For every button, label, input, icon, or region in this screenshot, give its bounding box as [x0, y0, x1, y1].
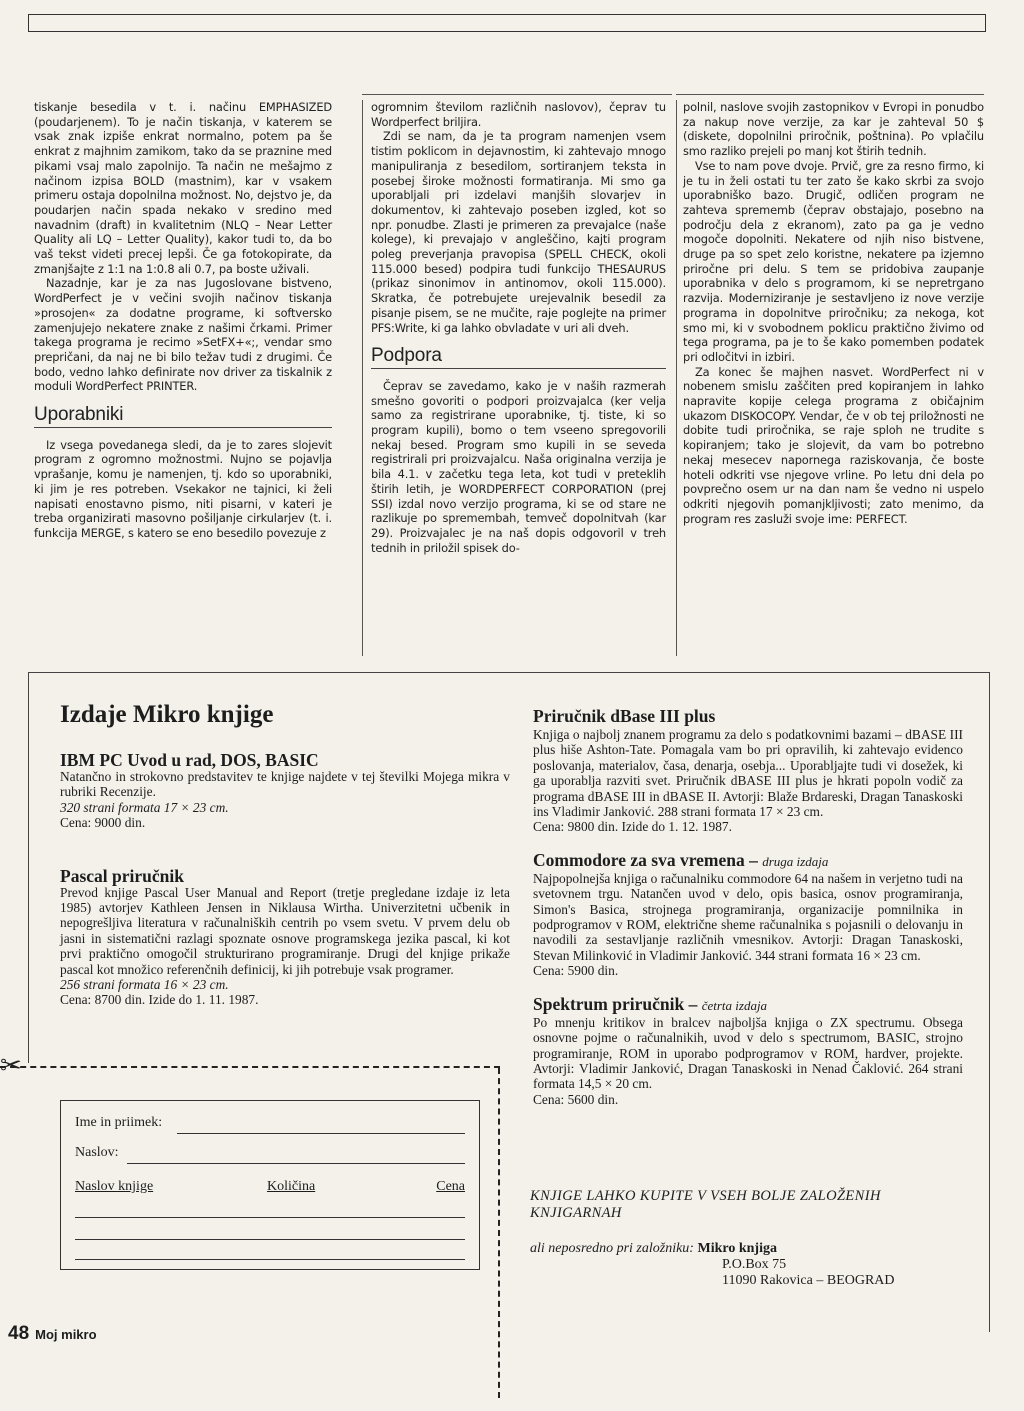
book-pascal	[60, 867, 510, 1008]
scissors-icon: ✂	[0, 1050, 22, 1080]
col-book-title: Naslov knjige	[75, 1179, 154, 1194]
book-title	[533, 995, 963, 1015]
header-frame	[28, 14, 986, 32]
book-description: Prevod knjige Pascal User Manual and Report (tretje pregledane izdaje iz leta 1985) avtorjev Kathleen Jensen in Niklausa Wirtha. Univerzitetni učbenik in nepogrešljiva literatura v računalniških centrih po vsem svetu. V prvem delu ob jasni in sistematični razlagi spoznate osnove programskega jezika pascal, ki kot prvi praktično omogočil strukturirano programiranje. Drugi del knjige prikaže pascal kot množico referenčnih definicij, ki jih potrebuje vsak programer.	[60, 884, 510, 977]
form-row-address	[75, 1145, 465, 1161]
book-description: Po mnenju kritikov in bralcev najboljša knjiga o ZX spectrumu. Obsega osnovne pojme o računalnikih, uvod v delo s spectrumom, BASIC, strojno programiranje, ROM in uporabo podprogramov v ROM, hardver, projekte. Avtorji: Vladimir Janković, Dragan Tanaskoski in Nenad Čaklović. 264 strani formata 14,5 × 20 cm.	[533, 1014, 963, 1092]
book-title-text: Spektrum priručnik –	[533, 993, 698, 1014]
book-format: 256 strani formata 16 × 23 cm.	[60, 977, 229, 993]
book-price: Cena: 8700 din. Izide do 1. 11. 1987.	[60, 992, 259, 1008]
form-table-header	[75, 1179, 465, 1197]
book-description: Natančno in strokovno predstavitev te knjige najdete v tej številki Mojega mikra v rubriki Recenzije.	[60, 769, 510, 800]
order-form	[60, 1100, 480, 1270]
section-heading-uporabniki: Uporabniki	[34, 408, 332, 428]
publisher-city: 11090 Rakovica – BEOGRAD	[722, 1273, 895, 1288]
cut-line-vertical	[498, 1068, 500, 1398]
book-edition: četrta izdaja	[701, 997, 768, 1013]
paragraph: Za konec še majhen nasvet. WordPerfect ni v nobenem smislu zaščiten pred kopiranjem in lahko napravite kopije celega programa z običajnim ukazom DISKOCOPY. Vendar, če v ob tej priložnosti ne dobite tudi priročnika, se raje sploh ne trudite s kopiranjem; tako je slojevit, da vam bo potrebno nekaj mesecev napornega raziskovanja, če boste hoteli odkriti vse njegove vrline. Po letu dni dela po povprečno osem ur na dan nam še vedno ni uspelo odkriti njegovih pomanjkljivosti; zato menimo, da program res zasluži svoje ime: PERFECT.	[683, 364, 984, 526]
publisher-pobox: P.O.Box 75	[722, 1257, 787, 1272]
book-description: Najpopolnejša knjiga o računalniku commodore 64 na našem in verjetno tudi na svetovnem trgu. Natančen uvod v delo, opis basica, osnov programiranja, Simon's Basica, strojnega programiranja, organizacije pomnilnika in podprogramov v ROM, električne sheme računalnika s pojasnili o delovanju in navodili za sestavljanje različnih vmesnikov. Avtorji: Dragan Tanaskoski, Stevan Milinković in Vladimir Janković. 344 strani formata 16 × 23 cm.	[533, 870, 963, 963]
column-rule	[676, 94, 984, 95]
name-field[interactable]	[177, 1133, 465, 1134]
publisher-name: Mikro knjiga	[697, 1241, 777, 1256]
book-format: 320 strani formata 17 × 23 cm.	[60, 799, 229, 815]
book-title: IBM PC Uvod u rad, DOS, BASIC	[60, 750, 319, 770]
col-quantity: Količina	[267, 1179, 316, 1194]
book-spektrum	[533, 995, 963, 1107]
section-heading-podpora: Podpora	[371, 349, 666, 369]
col-price: Cena	[436, 1179, 465, 1194]
book-price: Cena: 9000 din.	[60, 815, 146, 831]
order-line-3[interactable]	[75, 1259, 465, 1260]
column-rule	[362, 94, 672, 95]
book-price: Cena: 5900 din.	[533, 963, 619, 979]
paragraph: tiskanje besedila v t. i. načinu EMPHASIZED (poudarjenem). To je način tiskanja, v katerem se vsak znak izpiše enkrat normalno, potem pa še enkrat z majhnim zamikom, tako da se praznine med pikami vsaj malo zapolnijo. Ta način ne mešajmo z načinom izpisa BOLD (mastnim), kar v vsakem primeru ostaja dopolnilna možnost. No, dejstvo je, da poudarjen način spada nekako v sredino med navadnim (draft) in kvalitetnim (NLQ – Near Letter Quality ali LQ – Letter Quality), kakor tudi to, da bo vaš tekst videti precej lepši. Če ga fotokopirate, da zmanjšajte z 1:1 na 1:0.8 ali 0.7, pa boste uživali.	[34, 100, 332, 276]
book-price: Cena: 9800 din. Izide do 1. 12. 1987.	[533, 819, 732, 835]
paragraph: Čeprav se zavedamo, kako je v naših razmerah smešno govoriti o podpori proizvajalca (ker velja samo za registrirane uporabnike, tj. tiste, ki so program kupili), bomo o tem vseeno spregovorili nekaj besed. Program smo kupili in se seveda registrirali pri proizvajalcu. Naša originalna verzija je bila 4.1. v začetku tega leta, kot tudi v preteklih štirih letih, je WORDPERFECT CORPORATION (prej SSI) izdal novo verzijo programa, ki se od stare ne razlikuje po spremembah, temveč dopolnitvah (kar 29). Proizvajalec je na naš dopis odgovoril v treh tednih in priložil spisek do-	[371, 378, 666, 555]
book-edition: druga izdaja	[762, 853, 829, 869]
page-number: 48	[8, 1323, 30, 1344]
ad-left-column	[60, 701, 510, 1044]
order-line-2[interactable]	[75, 1239, 465, 1240]
article-column-3	[676, 100, 984, 656]
bookstore-note: KNJIGE LAHKO KUPITE V VSEH BOLJE ZALOŽENIH KNJIGARNAH	[530, 1188, 881, 1221]
article-column-2	[362, 100, 666, 656]
book-title	[533, 707, 963, 727]
name-label: Ime in priimek:	[75, 1115, 163, 1130]
paragraph: Zdi se nam, da je ta program namenjen vsem tistim poklicom in dejavnostim, ki zahtevajo mnogo manipuliranja z besedilom, sortiranjem teksta in posebej široke možnosti formatiranja. Mi smo ga uporabljali pri izdelavi manjših slovarjev in dokumentov, ki zahtevajo poseben izgled, kot so npr. ponudbe. Zlasti je primeren za prevajalce (naše kolege), ki prevajajo v angleščino, kajti program poleg preverjanja pravopisa (SPELL CHECK, okoli 115.000 besed) podpira tudi funkcijo THESAURUS (prikaz sinonimov in antinomov, okoli 115.000). Skratka, če potrebujete urejevalnik besedil za pisanje pisem, se ne mučite, raje poglejte na primer PFS:Write, ki ga lahko obvladate v uri ali dveh.	[371, 129, 666, 335]
paragraph: ogromnim številom različnih naslovov), čeprav tu Wordperfect briljira.	[371, 100, 666, 129]
ad-border	[28, 673, 29, 1063]
ad-title: Izdaje Mikro knjige	[60, 701, 274, 728]
form-row-name	[75, 1115, 465, 1131]
paragraph: polnil, naslove svojih zastopnikov v Evropi in ponudbo za nakup nove verzije, za kar je zahteval 50 $ (diskete, dopolnilni priročnik, poštnina). Po vplačilu smo razliko prejeli po manj kot štirih tednih.	[683, 100, 984, 159]
magazine-name: Moj mikro	[35, 1327, 97, 1342]
page-footer	[8, 1323, 97, 1345]
address-field[interactable]	[127, 1163, 465, 1164]
article-columns	[28, 100, 988, 656]
paragraph: Vse to nam pove dvoje. Prvič, gre za resno firmo, ki je tu in želi ostati tu ter zato še kako skrbi za svojo uporabniško bazo. Drugič, odličen program ne zahteva sprememb (čeprav obstajajo, posebno na področju dela z ekranom), zato pa ga je vedno mogoče dopolniti. Nekatere od njih niso bistvene, druge pa so spet zelo koristne, nekatere pa izjemno priročne pri delu. S tem se pridobiva zaupanje uporabnika v delo s programom, ki se nepretrgano razvija. Moderniziranje je sestavljeno iz nove verzije programa in dopolnitve priročniku; za nekoga, kot smo mi, ki v svobodnem poklicu praktično živimo od tega programa, pa je to še kako pomemben podatek pri odločitvi in izbiri.	[683, 158, 984, 364]
address-label: Naslov:	[75, 1145, 119, 1160]
book-title-text: Commodore za sva vremena –	[533, 849, 758, 870]
paragraph: Nazadnje, kar je za nas Jugoslovane bistveno, WordPerfect je v večini svojih načinov tiskanja »prosojen« za dodatne programe, ki softversko zamenjujejo nekatere znake z našimi črkami. Primer takega programa je recimo »SetFX+«;, vendar smo prepričani, da naj ne bi bilo težav tudi z drugimi. Če bodo, vedno lahko definirate nov driver za tiskalnik z moduli WordPerfect PRINTER.	[34, 276, 332, 394]
book-title-text: Priručnik dBase III plus	[533, 706, 716, 726]
paragraph: Iz vsega povedanega sledi, da je to zares slojevit program z ogromno možnostmi. Nujno se pojavlja vprašanje, komu je namenjen, tj. kdo so uporabniki, ki jim je res potreben. Vsekakor ne tajnici, ki želi napisati enostavno pismo, niti pisarni, v kateri je treba organizirati masovno pošiljanje cirkularjev (t. i. funkcija MERGE, s katero se eno besedilo povezuje z	[34, 437, 332, 540]
article-column-1	[34, 100, 336, 656]
book-title	[533, 851, 963, 871]
book-description: Knjiga o najbolj znanem programu za delo s podatkovnimi bazami – dBASE III plus hiše Ashton-Tate. Pomagala vam bo pri opravilih, ki zahtevajo evidenco poslovanja, materialov, časa, denarja, osebja... Uporabljajte tudi vi dosežek, ki ga uporablja razviti svet. Priručnik dBASE III plus je hkrati popoln vodič za programa dBASE III in dBASE II. Avtorji: Blaže Brdareski, Dragan Tanaskoski ins Vladimir Janković. 288 strani formata 17 × 23 cm.	[533, 727, 963, 820]
order-line-1[interactable]	[75, 1217, 465, 1218]
book-commodore	[533, 851, 963, 979]
book-title: Pascal priručnik	[60, 865, 184, 886]
publisher-address	[530, 1241, 970, 1288]
ad-right-column	[533, 707, 963, 1123]
book-dbase	[533, 707, 963, 835]
book-ibm-pc	[60, 751, 510, 831]
cut-line	[0, 1066, 500, 1068]
book-price: Cena: 5600 din.	[533, 1091, 619, 1107]
publisher-intro: ali neposredno pri založniku:	[530, 1241, 694, 1256]
